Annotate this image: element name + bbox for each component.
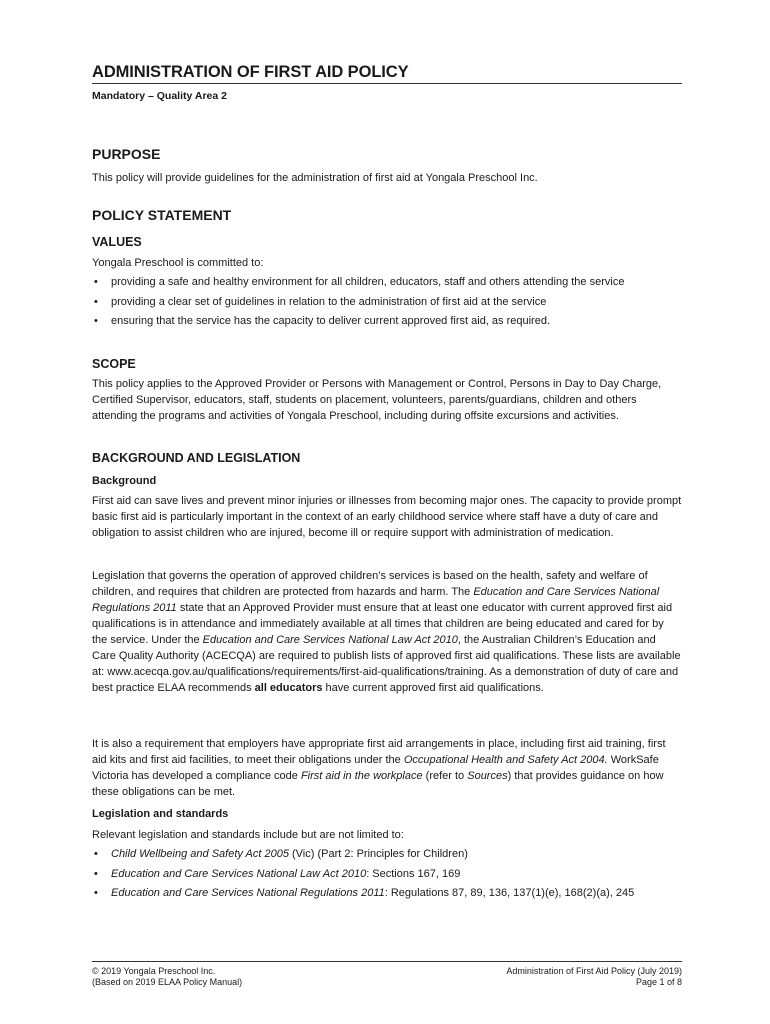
list-item: • Education and Care Services National Regulations 2011: Regulations 87, 89, 136, 137(1)(e), 168(2)(a), 245 [92, 886, 682, 902]
page-number: Page 1 of 8 [635, 977, 682, 987]
legislation-intro: Relevant legislation and standards include but are not limited to: [92, 829, 404, 841]
values-list [92, 275, 682, 334]
legislation-list [92, 847, 682, 906]
list-item: • ensuring that the service has the capacity to deliver current approved first aid, as required. [92, 314, 682, 330]
footer-divider [92, 961, 682, 962]
list-item: • Education and Care Services National Law Act 2010: Sections 167, 169 [92, 867, 682, 883]
document-subtitle: Mandatory – Quality Area 2 [92, 90, 227, 102]
document-title: ADMINISTRATION OF FIRST AID POLICY [92, 63, 409, 81]
purpose-heading: PURPOSE [92, 146, 161, 162]
list-item: • Child Wellbeing and Safety Act 2005 (Vic) (Part 2: Principles for Children) [92, 847, 682, 863]
values-intro: Yongala Preschool is committed to: [92, 257, 264, 269]
title-divider [92, 83, 682, 84]
policy-statement-heading: POLICY STATEMENT [92, 207, 232, 223]
footer-copyright: © 2019 Yongala Preschool Inc. (Based on 2019 ELAA Policy Manual) [92, 966, 243, 987]
bullet-icon: • [94, 315, 98, 327]
values-heading: VALUES [92, 235, 142, 249]
bullet-icon: • [94, 848, 98, 860]
bullet-icon: • [94, 295, 98, 308]
background-paragraph-3: It is also a requirement that employers have appropriate first aid arrangements in place, including first aid training, first aid kits and first aid facilities, to meet their obligations under the Occupational Health and Safety Act 2004. WorkSafe Victoria has developed a compliance code First aid in the workplace (refer to Sources) that provides guidance on how these obligations can be met. [92, 738, 666, 798]
legislation-heading: Legislation and standards [92, 808, 229, 820]
footer-page-info: Administration of First Aid Policy (July 2019) Page 1 of 8 [506, 966, 682, 987]
background-legislation-heading: BACKGROUND AND LEGISLATION [92, 451, 301, 465]
scope-text: This policy applies to the Approved Provider or Persons with Management or Control, Persons in Day to Day Charge, Certified Supervisor, educators, staff, students on placement, volunteers, parents/guardians, children and others attending the programs and activities of Yongala Preschool, including during offsite excursions and activities. [92, 378, 662, 422]
list-item: • providing a safe and healthy environment for all children, educators, staff and others attending the service [92, 275, 682, 291]
purpose-text: This policy will provide guidelines for the administration of first aid at Yongala Preschool Inc. [92, 172, 538, 184]
bullet-icon: • [94, 867, 98, 880]
list-item: • providing a clear set of guidelines in relation to the administration of first aid at the service [92, 295, 682, 311]
background-subheading: Background [92, 475, 157, 487]
background-paragraph-2: Legislation that governs the operation of approved children’s services is based on the health, safety and welfare of children, and requires that children are protected from hazards and harm. The Education and Care Services National Regulations 2011 state that an Approved Provider must ensure that at least one educator with current approved first aid qualifications is in attendance and immediately available at all times that children are being educated and cared for by the service. Under the Education and Care Services National Law Act 2010, the Australian Children’s Education and Care Quality Authority (ACECQA) are required to publish lists of approved first aid qualifications. These lists are available at: www.acecqa.gov.au/qualifications/requirements/first-aid-qualifications/training. As a demonstration of duty of care and best practice ELAA recommends all educators have current approved first aid qualifications. [92, 570, 681, 694]
background-paragraph-1: First aid can save lives and prevent minor injuries or illnesses from becoming major ones. The capacity to provide prompt basic first aid is particularly important in the context of an early childhood service where staff have a duty of care and obligation to assist children who are injured, become ill or require support with administration of medication. [92, 495, 682, 539]
bullet-icon: • [94, 887, 98, 899]
scope-heading: SCOPE [92, 357, 136, 371]
bullet-icon: • [94, 276, 98, 288]
